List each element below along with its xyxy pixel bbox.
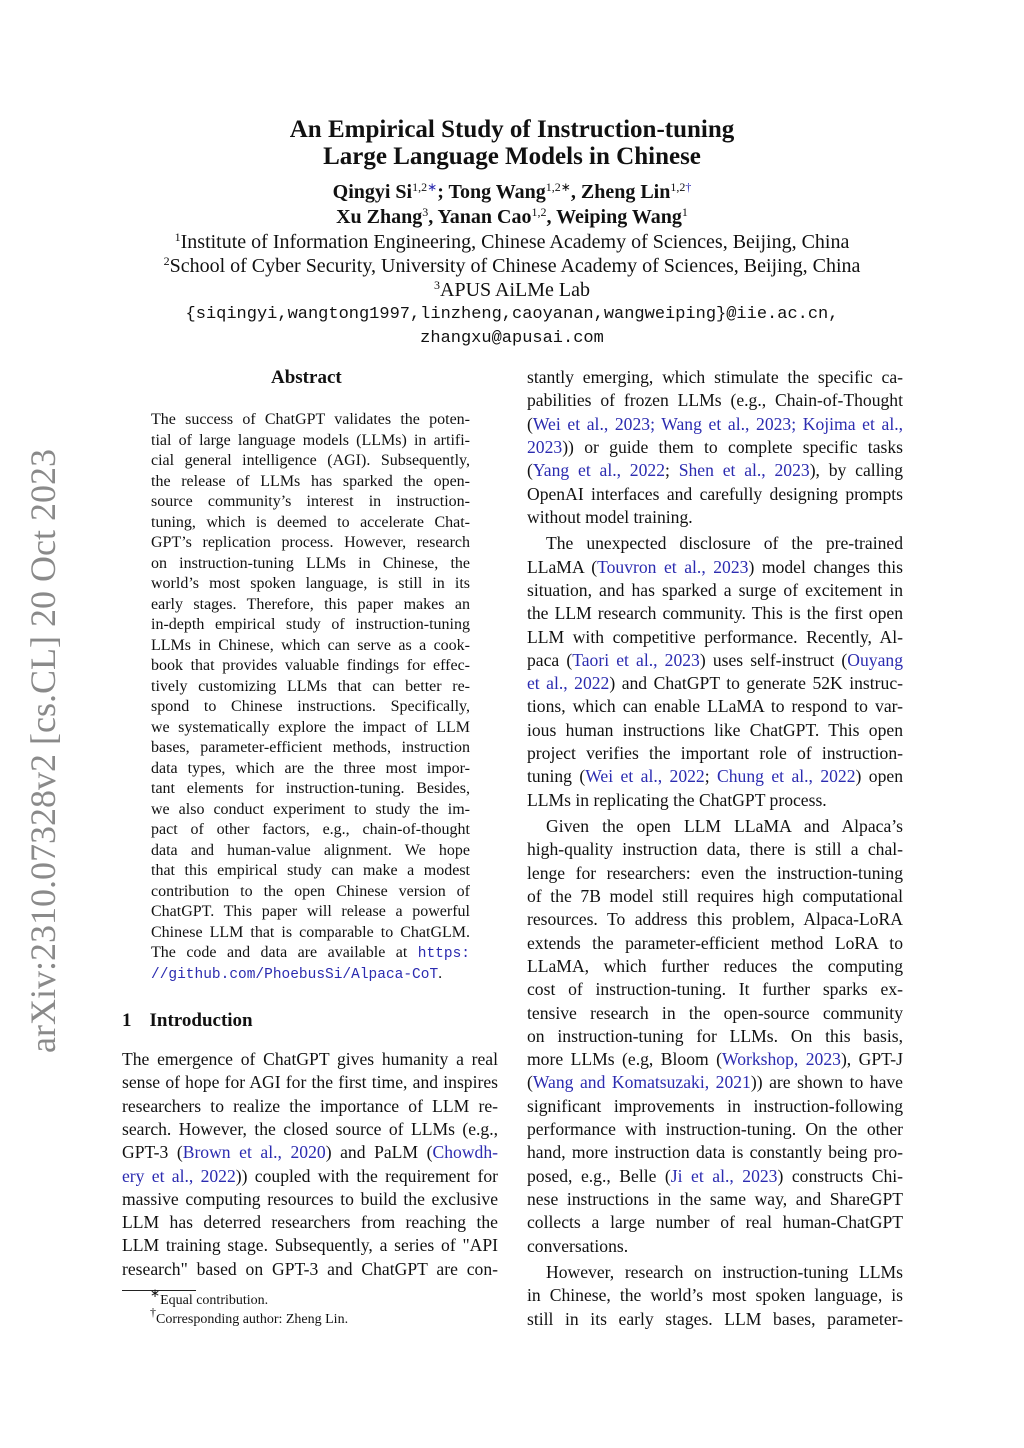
- text-line: early stages. Therefore, this paper makes an: [151, 595, 470, 613]
- text-segment: (: [527, 1072, 533, 1093]
- text-segment: tuning (: [527, 766, 586, 787]
- text-line: source community’s interest in instruction-: [151, 493, 470, 510]
- text-line: [527, 437, 903, 458]
- text-line: GPT’s replication process. However, research: [151, 534, 470, 551]
- author-affil-sup: 1,2∗: [545, 180, 571, 194]
- text-line: tively customizing LLMs that can better re-: [151, 677, 470, 695]
- text-line: data types, which are the three most impor-: [151, 759, 470, 777]
- arxiv-stamp: arXiv:2310.07328v2 [cs.CL] 20 Oct 2023: [23, 449, 63, 1053]
- footnote-1: [150, 1286, 269, 1309]
- text-segment: ;: [704, 766, 718, 787]
- text-segment: ) constructs Chi-: [777, 1165, 903, 1186]
- text-line: tions, which can enable LLaMA to respond to var-: [527, 696, 903, 717]
- footnote-mark: ∗: [150, 1286, 161, 1300]
- authors-line-2: [0, 206, 1024, 229]
- text-line: LLaMA, which further reduces the computing: [527, 955, 903, 976]
- citation-link[interactable]: Brown et al., 2020: [182, 1142, 326, 1163]
- text-line: on instruction-tuning for LLMs. On this basis,: [527, 1025, 903, 1046]
- text-line: we also conduct experiment to study the im-: [151, 800, 470, 818]
- text-segment: (: [527, 460, 533, 481]
- text-line: contribution to the open Chinese version of: [151, 882, 470, 900]
- citation-link[interactable]: Wang and Komatsuzaki, 2021: [532, 1072, 751, 1093]
- text-line: LLM has deterred researchers from reaching the: [122, 1212, 498, 1233]
- author-name: Xu Zhang: [336, 206, 423, 228]
- text-segment: ) open: [855, 766, 903, 787]
- citation-link[interactable]: Yang et al., 2022: [532, 460, 665, 481]
- section-heading: [122, 1010, 253, 1032]
- text-segment: ) uses self-instruct (: [699, 649, 848, 670]
- text-line: [527, 673, 903, 694]
- text-line: that this empirical study can make a modest: [151, 862, 470, 879]
- text-segment: )) or guide them to complete specific tasks: [562, 436, 903, 457]
- author-name: Zheng Lin: [580, 181, 671, 203]
- text-line: [151, 965, 470, 983]
- text-line: spond to Chinese instructions. Specifically,: [151, 698, 470, 715]
- text-line: tant elements for instruction-tuning. Besides,: [151, 780, 470, 797]
- text-segment: posed, e.g., Belle (: [527, 1165, 671, 1186]
- text-line: ious human instructions like ChatGPT. This open: [527, 719, 903, 740]
- text-line: hand, more instruction data is constantly being pro-: [527, 1142, 903, 1163]
- text-segment: ) model changes this: [748, 556, 903, 577]
- citation-link[interactable]: Ouyang: [847, 649, 903, 670]
- text-line: LLM with competitive performance. Recently, Al-: [527, 626, 903, 647]
- paper-title-line-2: Large Language Models in Chinese: [323, 143, 701, 170]
- text-line: LLM training stage. Subsequently, a series of "API: [122, 1235, 498, 1256]
- separator: ,: [546, 206, 557, 228]
- separator: ,: [428, 206, 438, 228]
- citation-link[interactable]: Taori et al., 2023: [572, 649, 700, 670]
- emails-line-1: {siqingyi,wangtong1997,linzheng,caoyanan,wangweiping}@iie.ac.cn,: [185, 305, 839, 324]
- author-name: Qingyi Si: [332, 181, 413, 203]
- text-line: performance with instruction-tuning. On the other: [527, 1119, 903, 1139]
- text-line: lenge for researchers: even the instruction-tuning: [527, 862, 903, 883]
- text-line: we systematically explore the impact of LLM: [151, 718, 470, 736]
- affiliation-2: [0, 255, 1024, 278]
- footnote-mark: †: [150, 1305, 156, 1319]
- text-line: nese instructions in the same way, and ShareGPT: [527, 1188, 903, 1209]
- text-line: book that provides valuable findings for effec-: [151, 657, 470, 674]
- text-line: significant improvements in instruction-following: [527, 1095, 903, 1116]
- text-segment: .: [438, 964, 443, 982]
- text-segment: paca (: [527, 649, 573, 670]
- text-line: of the 7B model still requires high computational: [527, 886, 903, 906]
- text-line: LLMs in Chinese, which can serve as a cook-: [151, 636, 470, 654]
- text-line: [527, 414, 903, 435]
- text-line: resources. To address this problem, Alpaca-LoRA: [527, 909, 903, 930]
- author-name: Tong Wang: [448, 181, 546, 203]
- text-line: [527, 557, 903, 578]
- citation-link[interactable]: Wei et al., 2022: [585, 766, 705, 787]
- text-line: Chinese LLM that is comparable to ChatGLM.: [151, 923, 470, 941]
- text-line: pabilities of frozen LLMs (e.g., Chain-of-Thought: [527, 390, 903, 411]
- text-line: on instruction-tuning LLMs in Chinese, the: [151, 554, 470, 572]
- text-line: Given the open LLM LLaMA and Alpaca’s: [546, 816, 903, 837]
- text-line: [527, 650, 903, 671]
- text-line: tial of large language models (LLMs) in artifi-: [151, 431, 470, 449]
- separator: ,: [570, 181, 581, 203]
- citation-link[interactable]: Chowdh-: [432, 1142, 498, 1163]
- citation-link[interactable]: Workshop, 2023: [722, 1049, 841, 1070]
- author-affil-sup: 1: [681, 205, 688, 219]
- text-line: extends the parameter-efficient method LoRA to: [527, 932, 903, 953]
- text-segment: )) are shown to have: [750, 1072, 903, 1093]
- abstract-heading: Abstract: [271, 367, 342, 388]
- affil-text: Institute of Information Engineering, Chinese Academy of Sciences, Beijing, China: [180, 231, 850, 253]
- authors-line-1: [0, 181, 1024, 204]
- text-segment: (: [527, 413, 533, 434]
- text-line: researchers to realize the importance of LLM re-: [122, 1095, 498, 1116]
- footnote-2: [150, 1305, 349, 1328]
- footnote-text: Corresponding author: Zheng Lin.: [156, 1312, 349, 1327]
- text-line: collects a large number of real human-ChatGPT: [527, 1212, 903, 1233]
- text-line: search. However, the closed source of LLMs (e.g.,: [122, 1118, 498, 1139]
- text-line: [122, 1142, 498, 1163]
- section-number: 1: [122, 1010, 132, 1031]
- author-affil-sup: 3: [422, 205, 429, 219]
- text-segment: more LLMs (e.g, Bloom (: [527, 1049, 723, 1070]
- emails-line-2: zhangxu@apusai.com: [420, 329, 604, 348]
- text-line: in-depth empirical study of instruction-tuning: [151, 616, 470, 633]
- citation-link[interactable]: et al., 2022: [527, 673, 610, 694]
- affil-sup: 1: [174, 230, 181, 244]
- affiliation-1: [0, 231, 1024, 254]
- text-line: The emergence of ChatGPT gives humanity a real: [122, 1049, 498, 1069]
- url-link[interactable]: //github.com/PhoebusSi/Alpaca-CoT: [151, 966, 439, 983]
- text-line: project verifies the important role of instruction-: [527, 743, 903, 763]
- text-line: tensive research in the open-source community: [527, 1002, 903, 1023]
- footnote-mark[interactable]: ∗: [427, 180, 438, 194]
- url-link[interactable]: https:: [417, 946, 470, 962]
- text-line: [527, 1166, 903, 1187]
- text-line: conversations.: [527, 1235, 629, 1256]
- citation-link[interactable]: 2023: [527, 436, 563, 457]
- footnote-mark[interactable]: †: [685, 180, 692, 194]
- citation-link[interactable]: Ji et al., 2023: [670, 1165, 778, 1186]
- text-line: [527, 766, 903, 787]
- affiliation-3: [0, 279, 1024, 302]
- text-line: However, research on instruction-tuning LLMs: [546, 1262, 903, 1282]
- text-segment: )) coupled with the requirement for: [235, 1165, 498, 1186]
- section-title: Introduction: [149, 1010, 253, 1031]
- text-line: without model training.: [527, 506, 693, 527]
- text-segment: GPT-3 (: [122, 1142, 183, 1163]
- text-segment: ;: [665, 460, 679, 481]
- text-line: massive computing resources to build the exclusive: [122, 1188, 498, 1209]
- text-line: in Chinese, the world’s most spoken language, is: [527, 1285, 903, 1306]
- separator: ;: [437, 181, 449, 203]
- text-line: [122, 1166, 498, 1187]
- citation-link[interactable]: Touvron et al., 2023: [597, 556, 749, 577]
- text-line: cost of instruction-tuning. It further sparks ex-: [527, 979, 903, 1000]
- author-name: Weiping Wang: [556, 206, 682, 228]
- text-segment: ) and PaLM (: [325, 1142, 433, 1163]
- text-line: [527, 1049, 903, 1070]
- footnote-text: Equal contribution.: [160, 1293, 269, 1308]
- text-line: [527, 460, 903, 481]
- text-line: still in its early stages. LLM bases, parameter-: [527, 1308, 903, 1329]
- text-line: ChatGPT. This paper will release a powerful: [151, 903, 470, 920]
- text-segment: ) and ChatGPT to generate 52K instruc-: [609, 673, 903, 694]
- text-line: data and human-value alignment. We hope: [151, 841, 470, 859]
- text-line: situation, and has sparked a surge of excitement in: [527, 579, 903, 600]
- affil-sup: 2: [163, 254, 170, 268]
- affil-text: School of Cyber Security, University of Chinese Academy of Sciences, Beijing, China: [169, 255, 861, 277]
- author-name: Yanan Cao: [437, 206, 532, 228]
- text-line: [151, 944, 470, 962]
- affil-sup: 3: [434, 278, 440, 292]
- author-affil-sup: 1,2: [531, 205, 547, 219]
- text-segment: ), GPT-J: [840, 1049, 904, 1070]
- text-line: world’s most spoken language, is still in its: [151, 575, 470, 592]
- citation-link[interactable]: Wei et al., 2023; Wang et al., 2023; Kojima et al.,: [532, 413, 903, 434]
- citation-link[interactable]: Chung et al., 2022: [717, 766, 856, 787]
- text-segment: LLaMA (: [527, 556, 598, 577]
- text-line: high-quality instruction data, there is still a chal-: [527, 839, 903, 860]
- text-line: pact of other factors, e.g., chain-of-thought: [151, 821, 470, 838]
- text-segment: ), by calling: [809, 460, 904, 481]
- text-line: sense of hope for AGI for the first time, and inspires: [122, 1072, 498, 1093]
- text-line: OpenAI interfaces and carefully designing prompts: [527, 483, 903, 504]
- author-affil-sup: 1,2: [670, 180, 686, 194]
- affil-text: APUS AiLMe Lab: [440, 279, 590, 301]
- text-line: The unexpected disclosure of the pre-trained: [546, 533, 903, 554]
- text-line: bases, parameter-efficient methods, instruction: [151, 739, 470, 756]
- text-line: cial general intelligence (AGI). Subsequently,: [151, 452, 470, 469]
- citation-link[interactable]: Shen et al., 2023: [678, 460, 810, 481]
- paper-title-line-1: An Empirical Study of Instruction-tuning: [289, 116, 735, 143]
- text-line: The success of ChatGPT validates the poten-: [151, 411, 470, 428]
- citation-link[interactable]: ery et al., 2022: [122, 1165, 236, 1186]
- text-segment: The code and data are available at: [151, 944, 418, 961]
- text-line: stantly emerging, which stimulate the specific ca-: [527, 367, 903, 387]
- text-line: the LLM research community. This is the first open: [527, 603, 903, 624]
- text-line: research" based on GPT-3 and ChatGPT are con-: [122, 1258, 498, 1279]
- text-line: the release of LLMs has sparked the open-: [151, 472, 470, 490]
- text-line: LLMs in replicating the ChatGPT process.: [527, 789, 827, 810]
- text-line: tuning, which is deemed to accelerate Chat-: [151, 513, 470, 531]
- text-line: [527, 1072, 903, 1093]
- author-affil-sup: 1,2: [412, 180, 428, 194]
